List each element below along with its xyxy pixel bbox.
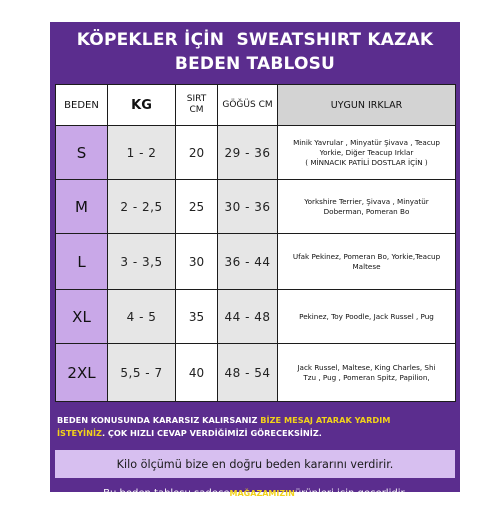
breeds-line: Maltese: [352, 261, 381, 271]
help-note-highlight: İSTEYİNİZ: [57, 428, 102, 438]
breeds-line: Doberman, Pomeran Bo: [323, 206, 410, 216]
breeds-cell: [278, 290, 456, 344]
header-sirt-line1: SIRT: [186, 94, 207, 104]
help-note-highlight: BİZE MESAJ ATARAK YARDIM: [260, 415, 391, 425]
breeds-line: Minik Yavrular , Minyatür Şivava , Teacup: [293, 137, 440, 147]
table-row: [56, 180, 456, 234]
header-sirt: [176, 85, 218, 126]
weight-tip-text: Kilo ölçümü bize en doğru beden kararını verdirir.: [116, 457, 394, 471]
sirt-cell: 25: [176, 180, 218, 234]
gogus-cell: 30 - 36: [218, 180, 278, 234]
breeds-line: Yorkie, Diğer Teacup Irklar: [319, 147, 414, 157]
header-kg: KG: [108, 85, 176, 126]
weight-tip-band: [55, 450, 455, 478]
table-row: [56, 290, 456, 344]
size-cell: XL: [56, 290, 108, 344]
title-line-1: KÖPEKLER İÇİN SWEATSHIRT KAZAK: [76, 30, 434, 50]
table-header-row: [56, 85, 456, 126]
gogus-cell: 29 - 36: [218, 126, 278, 180]
kg-cell: 4 - 5: [108, 290, 176, 344]
help-note: [55, 410, 455, 448]
size-cell: L: [56, 234, 108, 290]
size-chart-frame: [50, 22, 460, 499]
sirt-cell: 40: [176, 344, 218, 402]
header-beden: BEDEN: [56, 85, 108, 126]
disclaimer-highlight: MAĞAZAMIZIN: [229, 489, 295, 498]
sirt-cell: 20: [176, 126, 218, 180]
table-row: [56, 126, 456, 180]
breeds-line: Jack Russel, Maltese, King Charles, Shi: [297, 362, 436, 372]
chart-title: [50, 28, 460, 76]
size-cell: S: [56, 126, 108, 180]
breeds-line: Yorkshire Terrier, Şivava , Minyatür: [304, 196, 429, 206]
gogus-cell: 48 - 54: [218, 344, 278, 402]
title-line-2: BEDEN TABLOSU: [174, 54, 336, 74]
gogus-cell: 36 - 44: [218, 234, 278, 290]
kg-cell: 1 - 2: [108, 126, 176, 180]
help-note-text: . ÇOK HIZLI CEVAP VERDİĞİMİZİ GÖRECEKSİNİZ.: [101, 428, 322, 438]
sirt-cell: 30: [176, 234, 218, 290]
breeds-cell: [278, 180, 456, 234]
breeds-cell: [278, 126, 456, 180]
disclaimer-text: Bu beden tablosu sadece: [103, 488, 230, 499]
breeds-line: Tzu , Pug , Pomeran Spitz, Papilion,: [303, 372, 430, 382]
breeds-cell: [278, 344, 456, 402]
header-irklar: UYGUN IRKLAR: [278, 85, 456, 126]
breeds-line: Pekinez, Toy Poodle, Jack Russel , Pug: [299, 311, 434, 321]
store-disclaimer: [55, 481, 455, 506]
kg-cell: 3 - 3,5: [108, 234, 176, 290]
kg-cell: 2 - 2,5: [108, 180, 176, 234]
help-note-text: BEDEN KONUSUNDA KARARSIZ KALIRSANIZ: [57, 415, 261, 425]
disclaimer-text: ürünleri için geçerlidir.: [294, 488, 407, 499]
table-row: [56, 234, 456, 290]
size-cell: M: [56, 180, 108, 234]
table-row: [56, 344, 456, 402]
size-cell: 2XL: [56, 344, 108, 402]
header-gogus: GÖĞÜS CM: [218, 85, 278, 126]
sirt-cell: 35: [176, 290, 218, 344]
gogus-cell: 44 - 48: [218, 290, 278, 344]
size-table: [55, 84, 456, 402]
header-sirt-line2: CM: [189, 105, 204, 115]
kg-cell: 5,5 - 7: [108, 344, 176, 402]
breeds-cell: [278, 234, 456, 290]
breeds-line: Ufak Pekinez, Pomeran Bo, Yorkie,Teacup: [292, 251, 441, 261]
breeds-line: ( MİNNACIK PATİLİ DOSTLAR İÇİN ): [305, 157, 428, 167]
